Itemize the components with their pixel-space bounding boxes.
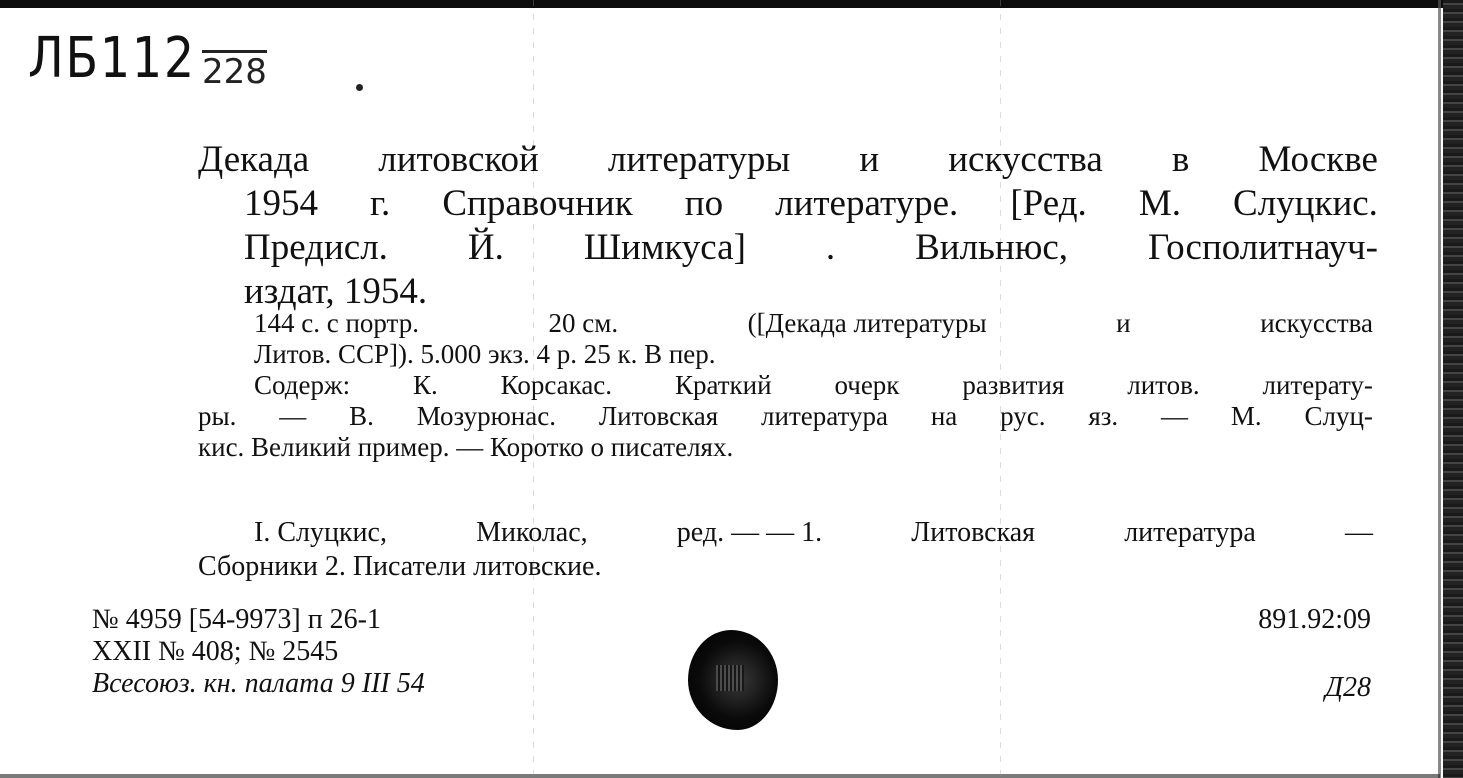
contents-word: развития (962, 370, 1065, 400)
desc-part: 20 см. (548, 308, 619, 338)
contents-word: очерк (834, 370, 900, 400)
tracing-part: — (1344, 517, 1373, 548)
contents-word: литература (761, 401, 888, 431)
title-word: . (825, 227, 836, 268)
tracing-part: I. Слуцкис, (254, 517, 387, 548)
registration-number: № 4959 [54-9973] п 26-1 (92, 604, 381, 635)
contents-word: Мозурюнас. (416, 401, 556, 431)
contents-word: рус. (1000, 401, 1046, 431)
desc-part: ([Декада литературы (747, 308, 987, 338)
contents-word: литов. (1127, 370, 1200, 400)
contents-word: литерату- (1262, 370, 1373, 400)
contents-note (198, 370, 1373, 463)
desc-part: искусства (1260, 308, 1373, 338)
contents-word: М. (1230, 401, 1262, 431)
title-line (198, 226, 1378, 270)
title-word: по (684, 183, 724, 224)
tracings-line (198, 550, 1373, 584)
tracings (198, 516, 1373, 584)
udc-code: 891.92:09 (1258, 604, 1371, 635)
tracing-part: литература (1124, 517, 1256, 548)
title-imprint-block (198, 138, 1378, 314)
title-word: Декада (198, 139, 310, 180)
contents-word: Содерж: (254, 370, 351, 400)
title-word: [Ред. (1010, 183, 1087, 224)
title-line (198, 182, 1378, 226)
contents-word: Слуц- (1304, 401, 1373, 431)
title-word: Вильнюс, (915, 227, 1069, 268)
card-top-edge (0, 0, 1463, 8)
author-mark: Д28 (1325, 672, 1371, 703)
title-word: литовской (378, 139, 539, 180)
contents-word: Корсакас. (500, 370, 613, 400)
registration-series: XXII № 408; № 2545 (92, 636, 339, 667)
registration-block (92, 604, 425, 700)
contents-word: — (279, 401, 307, 431)
contents-word: яз. (1088, 401, 1119, 431)
contents-word: К. (413, 370, 438, 400)
card-right-edge (1443, 0, 1463, 778)
title-word: М. (1138, 183, 1181, 224)
title-word: Й. (467, 227, 504, 268)
contents-word: В. (349, 401, 374, 431)
ink-speck (356, 84, 363, 91)
title-word: литературы (607, 139, 791, 180)
title-word: и (859, 139, 880, 180)
title-word: в (1171, 139, 1190, 180)
punch-hole (688, 630, 778, 730)
desc-part: Литов. ССР]). 5.000 экз. 4 р. 25 к. В пер. (254, 339, 716, 369)
tracing-part: Сборники 2. Писатели литовские. (198, 551, 602, 582)
title-word: литературе. (775, 183, 959, 224)
title-word: г. (370, 183, 391, 224)
tracings-line (198, 516, 1373, 550)
title-word: Госполитнауч- (1147, 227, 1378, 268)
contents-word: — (1161, 401, 1189, 431)
title-word: Слуцкис. (1233, 183, 1378, 224)
title-word: 1954 (244, 183, 318, 224)
title-word: Справочник (442, 183, 633, 224)
contents-line (198, 432, 1373, 463)
title-word: искусства (948, 139, 1103, 180)
physical-line (198, 339, 1373, 370)
physical-description (198, 308, 1373, 370)
contents-word: кис. Великий пример. — Коротко о писателях. (198, 432, 734, 462)
desc-part: 144 с. с портр. (254, 308, 419, 338)
tracing-part: Миколас, (476, 517, 588, 548)
shelfmark-handwritten: ЛБ112 (28, 26, 196, 91)
contents-line (198, 401, 1373, 432)
title-word: Шимкуса] (583, 227, 746, 268)
contents-word: Краткий (674, 370, 772, 400)
contents-line (198, 370, 1373, 401)
card-right-edge-line (1438, 0, 1441, 778)
tracing-part: ред. — — 1. (676, 517, 823, 548)
card-bottom-edge (0, 774, 1440, 778)
chamber-date: Всесоюз. кн. палата 9 III 54 (92, 668, 425, 699)
desc-part: и (1116, 308, 1131, 338)
title-word: издат, 1954. (244, 271, 428, 312)
contents-word: ры. (198, 401, 237, 431)
title-word: Москве (1258, 139, 1378, 180)
title-line (198, 138, 1378, 182)
shelfmark-subnumber: 228 (202, 52, 267, 92)
title-word: Предисл. (244, 227, 388, 268)
tracing-part: Литовская (911, 517, 1036, 548)
physical-line (198, 308, 1373, 339)
contents-word: Литовская (598, 401, 719, 431)
contents-word: на (930, 401, 958, 431)
